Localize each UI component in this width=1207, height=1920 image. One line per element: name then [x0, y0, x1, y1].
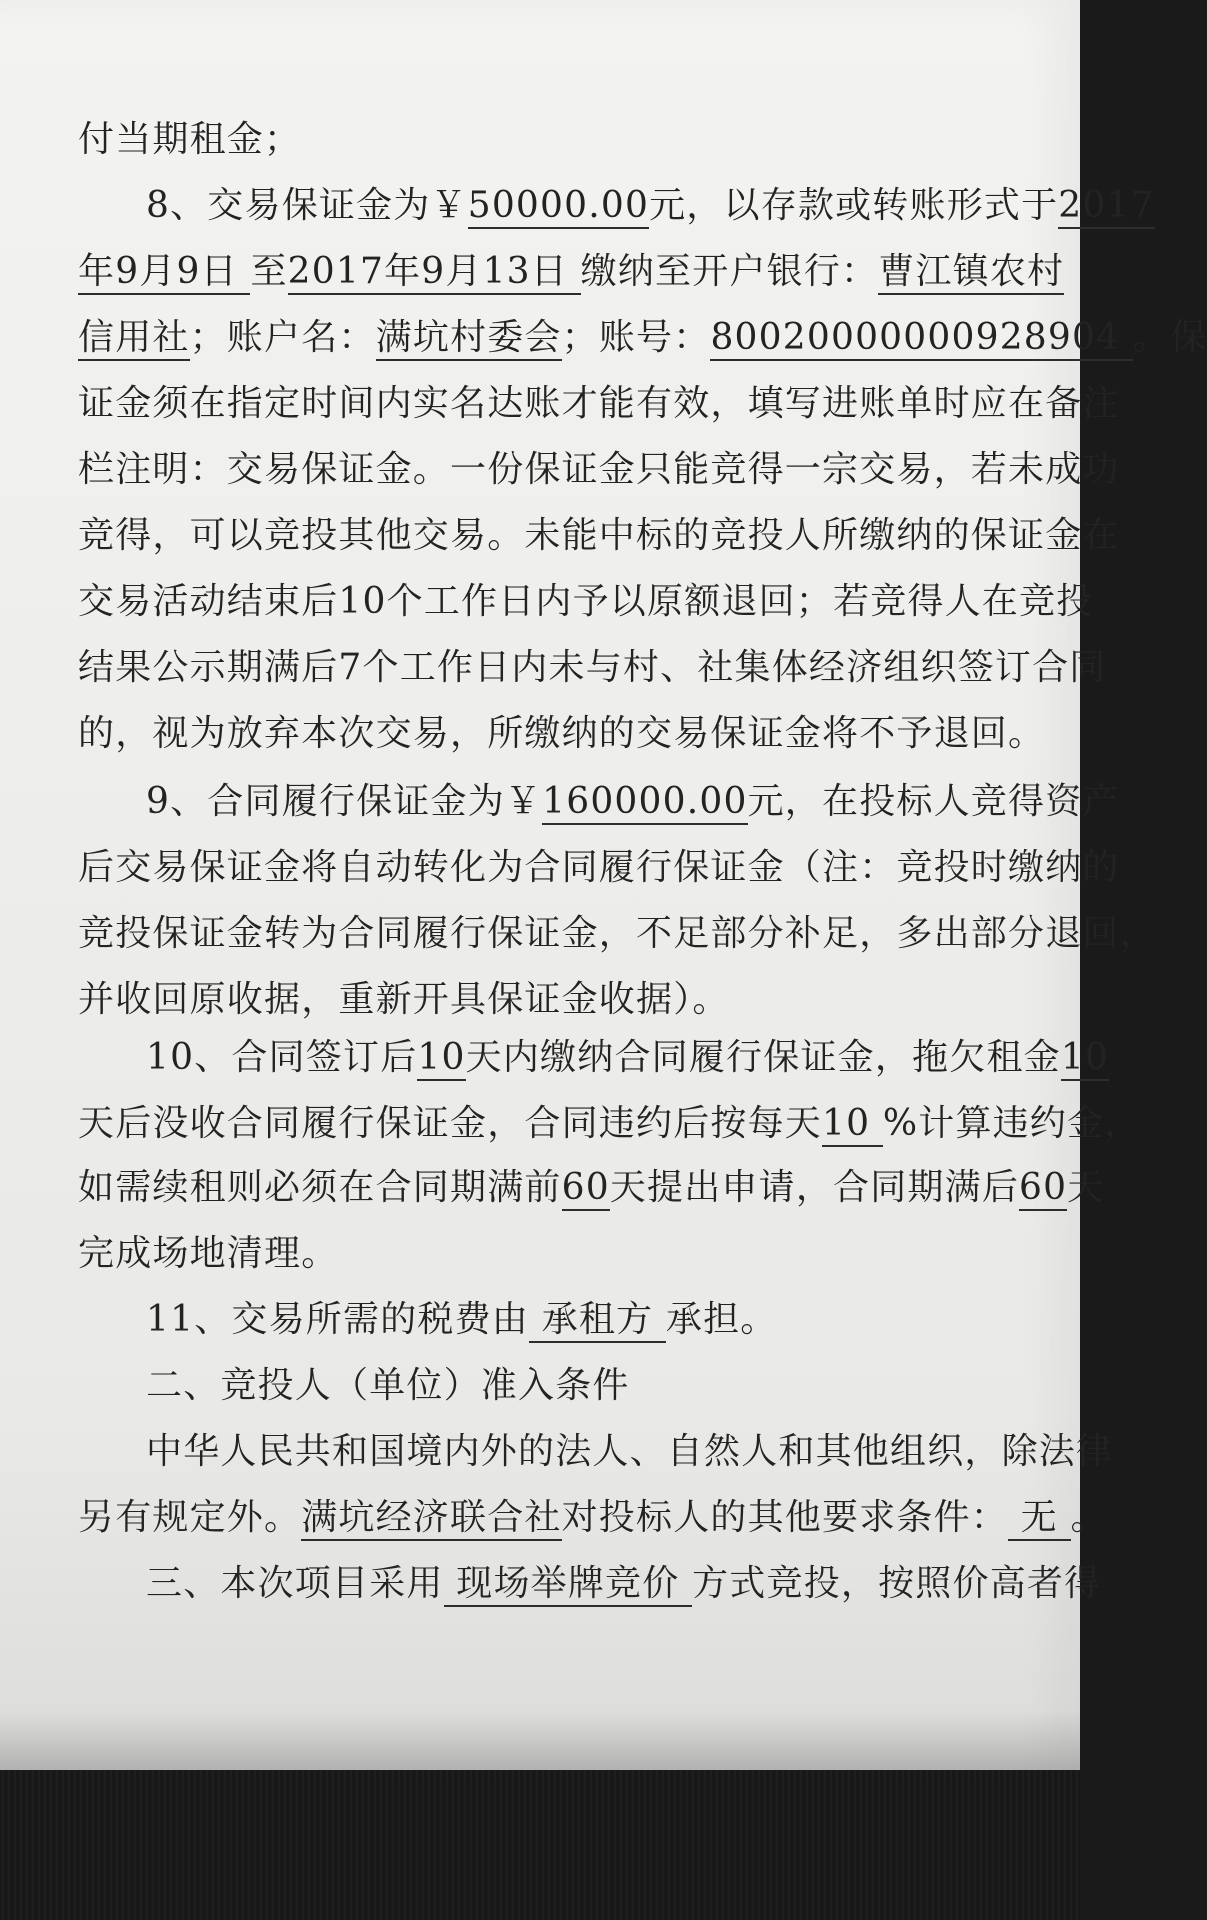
text-segment: 另有规定外。 [78, 1497, 302, 1538]
text-segment: 后交易保证金将自动转化为合同履行保证金（注：竞投时缴纳的 [78, 847, 1120, 888]
underlined-field: 160000.00 [542, 781, 747, 825]
text-segment: 竞得，可以竞投其他交易。未能中标的竞投人所缴纳的保证金在 [78, 515, 1120, 556]
text-segment: 。保 [1132, 317, 1207, 358]
text-segment: 天 [1067, 1167, 1105, 1208]
underlined-field: 10 [822, 1103, 883, 1147]
underlined-field: 60 [562, 1167, 610, 1211]
text-segment: 对投标人的其他要求条件： [561, 1497, 1009, 1538]
text-segment: 的，视为放弃本次交易，所缴纳的交易保证金将不予退回。 [78, 713, 1046, 754]
underlined-field: 年9月9日 [78, 251, 250, 295]
text-segment: 9、合同履行保证金为￥ [146, 781, 543, 822]
text-segment: 。 [1070, 1497, 1108, 1538]
underlined-field: 信用社 [78, 317, 190, 361]
underlined-field: 无 [1008, 1497, 1071, 1541]
text-segment: 天内缴纳合同履行保证金，拖欠租金 [465, 1037, 1061, 1078]
text-segment: 证金须在指定时间内实名达账才能有效，填写进账单时应在备注 [78, 383, 1120, 424]
text-segment: 元，以存款或转账形式于 [649, 185, 1059, 226]
text-segment: 栏注明：交易保证金。一份保证金只能竞得一宗交易，若未成功 [78, 449, 1120, 490]
text-segment: 天提出申请，合同期满后 [609, 1167, 1020, 1208]
underlined-field: 80020000000928904 [710, 317, 1132, 361]
text-segment: 竞投保证金转为合同履行保证金，不足部分补足，多出部分退回， [78, 913, 1157, 954]
underlined-field: 现场举牌竞价 [444, 1563, 693, 1607]
text-segment: %计算违约金， [882, 1103, 1142, 1144]
text-segment: 中华人民共和国境内外的法人、自然人和其他组织，除法律 [146, 1431, 1114, 1472]
underlined-field: 满坑经济联合社 [301, 1497, 561, 1541]
dark-background [0, 1770, 1080, 1920]
text-segment: 如需续租则必须在合同期满前 [78, 1167, 562, 1208]
text-segment: 天后没收合同履行保证金，合同违约后按每天 [78, 1103, 823, 1144]
underlined-field: 2017年9月13日 [288, 251, 581, 295]
text-segment: 并收回原收据，重新开具保证金收据）。 [78, 979, 730, 1020]
text-segment: 方式竞投，按照价高者得 [692, 1563, 1102, 1604]
text-segment: 结果公示期满后7个工作日内未与村、社集体经济组织签订合同 [78, 647, 1107, 688]
text-segment: 三、本次项目采用 [146, 1563, 444, 1604]
underlined-field: 50000.00 [468, 185, 649, 229]
text-segment: 11、交易所需的税费由 [146, 1299, 530, 1340]
underlined-field: 满坑村委会 [376, 317, 562, 361]
text-segment: 8、交易保证金为￥ [146, 185, 468, 226]
text-segment: 10、合同签订后 [146, 1037, 418, 1078]
underlined-field: 10 [1061, 1037, 1109, 1081]
underlined-field: 60 [1019, 1167, 1067, 1211]
text-segment: 缴纳至开户银行： [580, 251, 879, 292]
underlined-field: 10 [417, 1037, 465, 1081]
text-segment: 付当期租金； [78, 119, 302, 160]
underlined-field: 2017 [1058, 185, 1154, 229]
underlined-field: 承租方 [529, 1299, 666, 1343]
text-segment: 交易活动结束后10个工作日内予以原额退回；若竞得人在竞投 [78, 581, 1094, 622]
text-segment: ；账号： [561, 317, 711, 358]
text-segment: 二、竞投人（单位）准入条件 [146, 1365, 630, 1406]
text-segment: 元，在投标人竞得资产 [747, 781, 1120, 822]
text-segment: 至 [250, 251, 288, 292]
text-segment: 完成场地清理。 [78, 1233, 339, 1274]
text-segment: ；账户名： [189, 317, 376, 358]
text-segment: 承担。 [665, 1299, 778, 1340]
underlined-field: 曹江镇农村 [878, 251, 1064, 295]
